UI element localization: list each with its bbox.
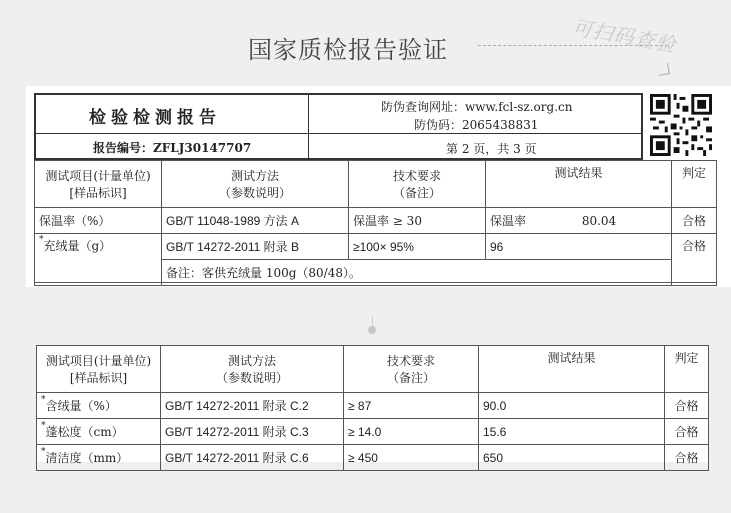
cell-req: ≥ 14.0 [344,419,479,445]
cell-item [37,393,161,419]
results-table-bottom [36,345,709,471]
anti-fake-code: 防伪码：2065438831 [414,118,539,132]
report-card-top [26,86,731,287]
col-verdict: 判定 [672,161,717,208]
report-heading: 检验检测报告 [89,108,221,128]
page-info: 第 2 页，共 3 页 [446,142,537,156]
col-req-line2: （备注） [392,186,441,200]
cell-verdict: 合格 [672,234,717,286]
cell-result: 15.6 [479,419,665,445]
table-row [35,208,717,234]
cell-result [486,208,672,234]
cell-req: ≥ 450 [344,445,479,471]
asterisk-mark: * [41,395,46,405]
col-item [35,161,162,208]
table-row [37,445,709,471]
cell-req: ≥100× 95% [349,234,486,260]
col-item-line2: [样品标识] [69,186,127,200]
cell-method: GB/T 11048-1989 方法 A [162,208,349,234]
col-item [37,346,161,393]
cell-method: GB/T 14272-2011 附录 B [162,234,349,260]
table-row [35,234,717,260]
cell-item: 保温率（%） [35,208,162,234]
table-header-row [35,161,717,208]
cell-verdict: 合格 [665,393,709,419]
cell-method: GB/T 14272-2011 附录 C.3 [161,419,344,445]
col-req [349,161,486,208]
cell-result: 90.0 [479,393,665,419]
asterisk-mark: * [41,421,46,431]
col-req [344,346,479,393]
col-item-line2: [样品标识] [69,371,128,385]
col-method-line1: 测试方法 [227,354,276,368]
report-card-bottom [36,345,708,465]
asterisk-mark: * [39,235,44,245]
qr-code-icon[interactable] [650,94,712,156]
table-header-row [37,346,709,393]
results-table-top [34,160,717,286]
cell-verdict: 合格 [665,445,709,471]
cell-verdict: 合格 [665,419,709,445]
header-divider-vertical [308,95,309,158]
page-title: 国家质检报告验证 [248,36,448,64]
col-verdict: 判定 [665,346,709,393]
col-req-line2: （备注） [386,371,435,385]
col-result: 测试结果 [479,346,665,393]
table-note: 备注：客供充绒量 100g（80/48）。 [162,260,672,286]
cell-req: 保温率 ≥ 30 [349,208,486,234]
col-req-line1: 技术要求 [392,169,441,183]
col-method-line1: 测试方法 [230,169,279,183]
cell-method: GB/T 14272-2011 附录 C.6 [161,445,344,471]
cell-item-text: 蓬松度（cm） [45,425,124,439]
cell-method: GB/T 14272-2011 附录 C.2 [161,393,344,419]
scan-arrow-icon [657,63,670,76]
cell-item [35,234,162,286]
cell-item [37,419,161,445]
cell-result: 650 [479,445,665,471]
cell-result-label: 保温率 [490,214,527,228]
col-result: 测试结果 [486,161,672,208]
col-method-line2: （参数说明） [218,186,291,200]
cell-item-text: 清洁度（mm） [45,451,129,465]
cell-result: 96 [486,234,672,260]
table-row [37,393,709,419]
col-method-line2: （参数说明） [215,371,288,385]
header-divider-horizontal [36,133,641,134]
cell-req: ≥ 87 [344,393,479,419]
col-method [161,346,344,393]
cell-result-value: 80.04 [581,214,617,228]
cell-item-text: 含绒量（%） [45,399,117,413]
report-header [34,93,643,160]
col-item-line1: 测试项目(计量单位) [45,354,152,368]
scan-note: 可扫码查验 [570,15,679,57]
table-row [37,419,709,445]
cell-item [37,445,161,471]
col-method [162,161,349,208]
card-bottom-rule [34,282,716,283]
col-req-line1: 技术要求 [386,354,435,368]
report-number: 报告编号：ZFLJ30147707 [93,141,252,155]
asterisk-mark: * [41,447,46,457]
col-item-line1: 测试项目(计量单位) [45,169,151,183]
cell-verdict: 合格 [672,208,717,234]
section-divider-dot [368,326,376,334]
query-website: 防伪查询网址：www.fcl-sz.org.cn [381,100,573,114]
cell-item-text: 充绒量（g） [43,239,112,253]
